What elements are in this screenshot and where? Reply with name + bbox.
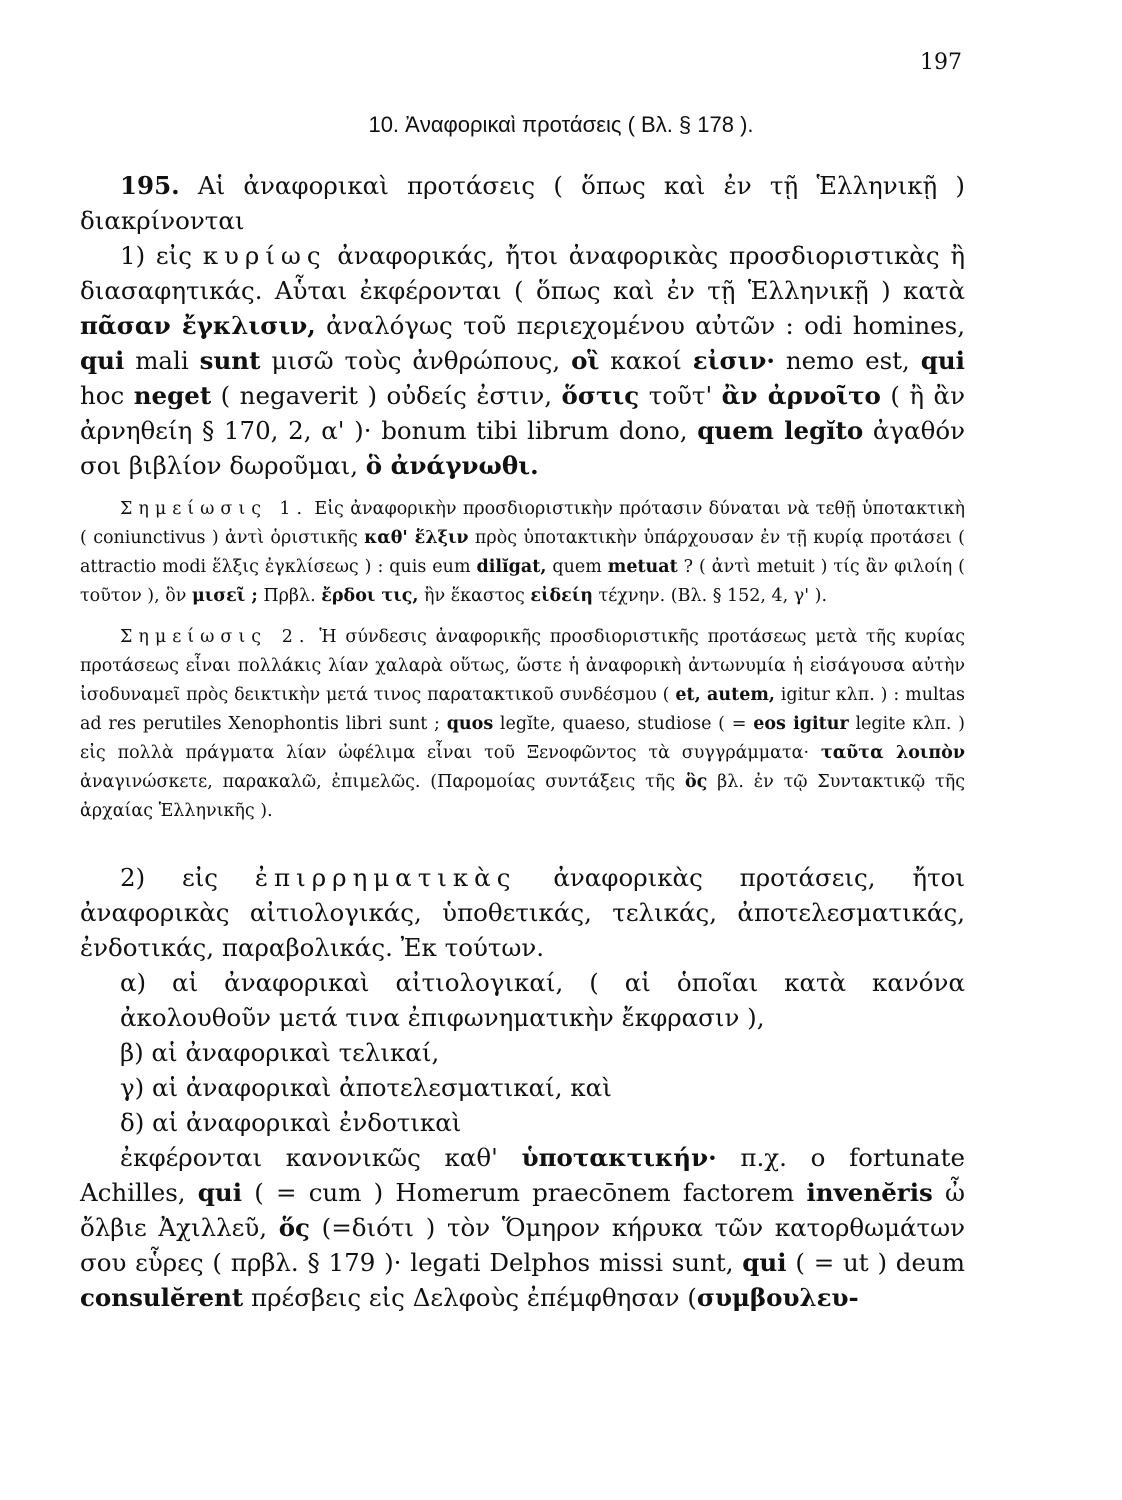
note-1 <box>80 495 965 611</box>
bold-term: ὅς <box>278 1213 310 1242</box>
bold-term: ἔρδοι τις, <box>321 586 419 606</box>
paragraph-195 <box>80 168 965 238</box>
bold-term: qui <box>742 1248 787 1277</box>
bold-term: μισεῖ ; <box>191 586 258 606</box>
note-label: Σημείωσις 2. <box>120 627 311 647</box>
bold-term: sunt <box>199 346 261 375</box>
text: nemo est, <box>774 346 921 375</box>
bold-term: qui <box>920 346 965 375</box>
text: πρὸς ὑποτακτικὴν ὑπάρχουσαν ἐν τῇ κυρίᾳ προτάσει ( attractio modi ἕλξις ἐγκλίσεως ) : quis eum <box>80 528 965 577</box>
bold-term: ὃς <box>684 772 708 792</box>
text: πρέσβεις εἰς Δελφοὺς ἐπέμφθησαν ( <box>243 1283 697 1312</box>
bold-term: ἂν ἀρνοῖτο <box>721 381 881 410</box>
bold-term: συμβουλευ- <box>696 1283 859 1312</box>
text: τοῦτ' <box>639 381 722 410</box>
note-label: Σημείωσις 1. <box>120 499 309 519</box>
text: legite κλπ. ) εἰς πολλὰ πράγματα λίαν ὠφέλιμα εἶναι τοῦ Ξενοφῶντος τὰ συγγράμματα· <box>80 714 966 763</box>
bold-term: neget <box>133 381 212 410</box>
text: ἐκφέρονται κανονικῶς καθ' <box>120 1143 522 1172</box>
text: ὦ ὄλβιε Ἀχιλλεῦ, <box>80 1178 965 1242</box>
list-item-a: α) αἱ ἀναφορικαὶ αἰτιολογικαί, ( αἱ ὁποῖαι κατὰ κανόνα ἀκολουθοῦν μετά τινα ἐπιφωνηματικὴν ἔκφρασιν ), <box>120 968 965 1032</box>
spaced-term: κυρίως <box>202 241 327 270</box>
text: ( = cum ) Homerum praecōnem factorem <box>242 1178 807 1207</box>
bold-term: eos igitur <box>753 714 849 734</box>
text: legĭte, quaeso, studiose ( = <box>493 714 754 734</box>
text: ἀναφορικάς, ἤτοι ἀναφορικὰς προσδιοριστικὰς ἢ διασαφητικάς. Αὗται ἐκφέρονται ( ὅπως καὶ ἐν τῇ Ἑλληνικῇ ) κατὰ <box>80 241 965 305</box>
text: ( = ut ) deum <box>786 1248 965 1277</box>
paragraph-final <box>80 1140 965 1315</box>
text: ἣν ἕκαστος <box>418 586 531 606</box>
text: Εἰς ἀναφορικὴν προσδιοριστικὴν πρότασιν δύναται νὰ τεθῇ ὑποτακτικὴ ( coniunctivus ) ἀντὶ ὁριστικῆς <box>80 499 965 548</box>
list-item-d: δ) αἱ ἀναφορικαὶ ἐνδοτικαὶ <box>120 1108 462 1137</box>
text: Πρβλ. <box>257 586 322 606</box>
intro-text: Αἱ ἀναφορικαὶ προτάσεις ( ὅπως καὶ ἐν τῇ Ἑλληνικῇ ) διακρίνονται <box>80 171 965 235</box>
page-body <box>80 168 965 1315</box>
bold-term: ὑποτακτικήν· <box>521 1143 717 1172</box>
list-item-b: β) αἱ ἀναφορικαὶ τελικαί, <box>120 1038 440 1067</box>
text: Ἡ σύνδεσις ἀναφορικῆς προσδιοριστικῆς προτάσεως μετὰ τῆς κυρίας προτάσεως εἶναι πολλάκις λίαν χαλαρὰ οὕτως, ὥστε ἡ ἀναφορικὴ ἀντωνυμία ἡ εἰσάγουσα αὐτὴν ἰσοδυναμεῖ πρὸς δεικτικὴν μετά τινος παρατακτικοῦ συνδέσμου ( <box>80 627 965 705</box>
text: ἀγαθόν σοι βιβλίον δωροῦμαι, <box>80 416 965 480</box>
paragraph-2 <box>80 860 965 965</box>
text: ( negaverit ) οὐδείς ἐστιν, <box>211 381 562 410</box>
page-number: 197 <box>920 50 962 75</box>
text: hoc <box>80 381 134 410</box>
section-number: 195. <box>120 171 180 200</box>
bold-term: invenĕris <box>806 1178 933 1207</box>
text: κακοί <box>599 346 693 375</box>
bold-term: quem legĭto <box>697 416 864 445</box>
text: π.χ. o fortunate Achilles, <box>80 1143 965 1207</box>
text: igitur κλπ. ) : multas ad res perutiles Xenophontis libri sunt ; <box>80 685 966 734</box>
bold-term: εἰδείη <box>530 586 593 606</box>
bold-term: οἳ <box>571 346 600 375</box>
bold-term: ὅστις <box>561 381 640 410</box>
text: 1) εἰς <box>120 241 203 270</box>
bold-term: ταῦτα λοιπὸν <box>820 743 965 763</box>
text: mali <box>124 346 200 375</box>
text: ? ( ἀντὶ metuit ) τίς ἂν φιλοίη ( τοῦτον ), ὃν <box>80 557 965 606</box>
bold-term: et, autem, <box>675 685 775 705</box>
text: (=διότι ) τὸν Ὅμηρον κήρυκα τῶν κατορθωμάτων σου εὗρες ( πρβλ. § 179 )· legati Delphos missi sunt, <box>80 1213 965 1277</box>
bold-term: qui <box>197 1178 243 1207</box>
text: ἀναφορικὰς προτάσεις, ἤτοι ἀναφορικὰς αἰτιολογικάς, ὑποθετικάς, τελικάς, ἀποτελεσματικάς, ἐνδοτικάς, παραβολικάς. Ἐκ τούτων. <box>80 863 965 962</box>
bold-term: consulĕrent <box>80 1283 244 1312</box>
note-2 <box>80 623 965 826</box>
bold-term: dilĭgat, <box>476 557 547 577</box>
section-heading: 10. Ἀναφορικαὶ προτάσεις ( Βλ. § 178 ). <box>368 112 754 137</box>
text: τέχνην. (Βλ. § 152, 4, γ' ). <box>592 586 828 606</box>
bold-term: qui <box>80 346 125 375</box>
text: quem <box>546 557 608 577</box>
bold-term: ὃ ἀνάγνωθι. <box>365 451 539 480</box>
text: ἀναλόγως τοῦ περιεχομένου αὐτῶν : odi homines, <box>315 311 965 340</box>
list-item-c: γ) αἱ ἀναφορικαὶ ἀποτελεσματικαί, καὶ <box>120 1073 612 1102</box>
bold-term: metuat <box>607 557 678 577</box>
bold-term: καθ' ἕλξιν <box>364 528 469 548</box>
text: ( ἢ ἂν ἀρνηθείη § 170, 2, α' )· bonum tibi librum dono, <box>80 381 965 445</box>
bold-term: εἰσιν· <box>692 346 775 375</box>
text: βλ. ἐν τῷ Συντακτικῷ τῆς ἀρχαίας Ἑλληνικῆς ). <box>80 772 965 821</box>
spacer <box>80 826 965 860</box>
spaced-term: ἐπιρρηματικὰς <box>254 863 517 892</box>
text: 2) εἰς <box>120 863 255 892</box>
text: μισῶ τοὺς ἀνθρώπους, <box>260 346 572 375</box>
paragraph-1 <box>80 238 965 483</box>
bold-term: πᾶσαν ἔγκλισιν, <box>80 311 316 340</box>
text: ἀναγινώσκετε, παρακαλῶ, ἐπιμελῶς. (Παρομοίας συντάξεις τῆς <box>80 772 685 792</box>
bold-term: quos <box>446 714 494 734</box>
